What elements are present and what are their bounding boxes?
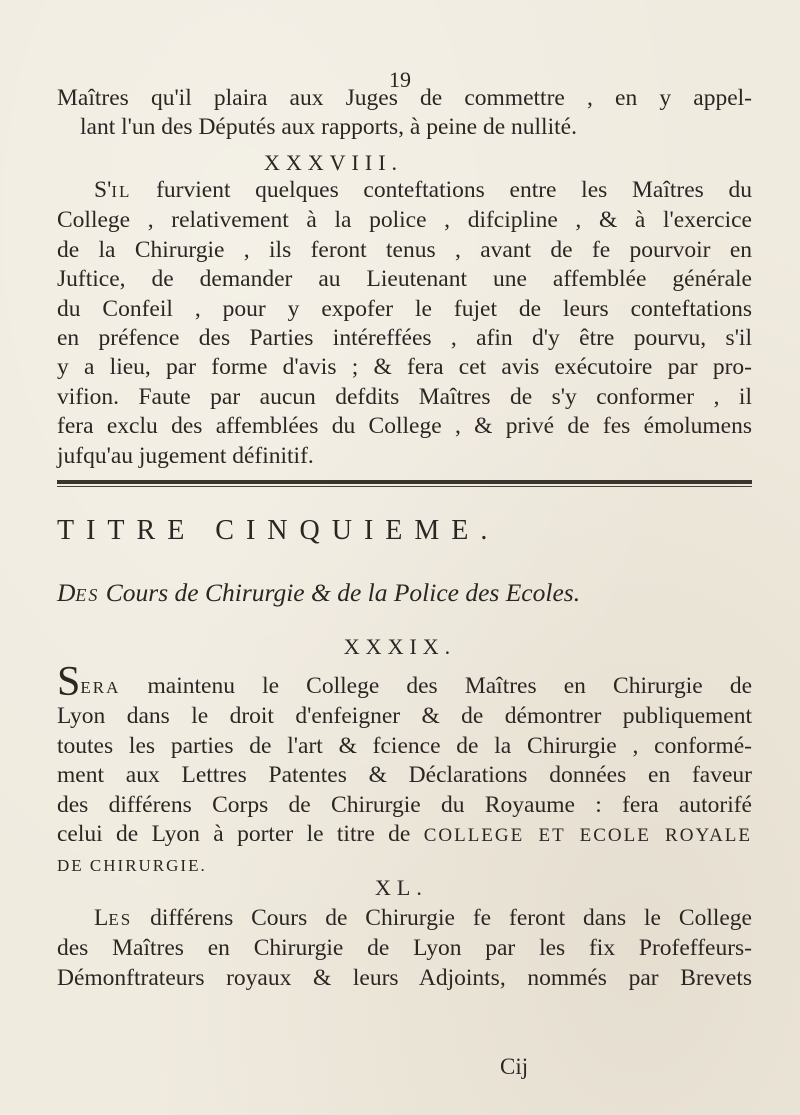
article-number-40: XL. [375, 875, 428, 900]
section-title: TITRE CINQUIEME. [57, 515, 500, 546]
text-line: Juftice, de demander au Lieutenant une affemblée générale [57, 266, 752, 293]
text-line: des Maîtres en Chirurgie de Lyon par les fix Profeffeurs- [57, 935, 752, 962]
text-line: vifion. Faute par aucun defdits Maîtres de s'y conformer , il [57, 383, 752, 410]
text-line: Maîtres qu'il plaira aux Juges de commettre , en y appel- [57, 85, 752, 111]
text-line: jufqu'au jugement définitif. [57, 442, 314, 469]
article-number-38: XXXVIII. [264, 150, 404, 175]
text-line: S'IL furvient quelques conteftations entre les Maîtres du [94, 177, 752, 203]
article-39-paragraph [57, 659, 753, 881]
page-number: 19 [389, 67, 411, 92]
text-line: SERA maintenu le College des Maîtres en Chirurgie de [57, 659, 753, 705]
section-subtitle: DES Cours de Chirurgie & de la Police des Ecoles. [57, 578, 581, 607]
text-line: des différens Corps de Chirurgie du Royaume : fera autorifé [57, 791, 752, 818]
text-line: ment aux Lettres Patentes & Déclarations données en faveur [57, 762, 752, 789]
text-line: de la Chirurgie , ils feront tenus , avant de fe pourvoir en [57, 236, 752, 263]
text-line: LES différens Cours de Chirurgie fe feront dans le College [94, 905, 752, 931]
text-line: College , relativement à la police , difcipline , & à l'exercice [57, 207, 752, 234]
divider-thin-line [57, 486, 752, 487]
text-line: Démonftrateurs royaux & leurs Adjoints, nommés par Brevets [57, 964, 752, 991]
text-line: en préfence des Parties intéreffées , afin d'y être pourvu, s'il [57, 325, 752, 352]
article-38-first-word: S'IL [94, 177, 132, 203]
section-divider-rule [57, 480, 752, 488]
text-line: du Confeil , pour y expofer le fujet de leurs conteftations [57, 295, 752, 322]
text-line: celui de Lyon à porter le titre de COLLEGE ET ECOLE ROYALE [57, 821, 752, 848]
text-line: fera exclu des affemblées du College , & privé de fes émolumens [57, 413, 752, 440]
divider-thick-line [57, 480, 752, 484]
text-line: toutes les parties de l'art & fcience de la Chirurgie , conformé- [57, 732, 752, 759]
continuation-paragraph [57, 84, 752, 143]
signature-mark: Cij [500, 1054, 529, 1079]
college-title: COLLEGE ET ECOLE ROYALE [423, 825, 752, 847]
article-number-39: XXXIX. [343, 634, 457, 659]
text-line: lant l'un des Députés aux rapports, à peine de nullité. [80, 114, 577, 141]
text-line: DE CHIRURGIE. [57, 856, 207, 876]
text-line: Lyon dans le droit d'enfeigner & de démontrer publiquement [57, 703, 752, 730]
article-38-paragraph [57, 176, 752, 471]
drop-cap: S [57, 659, 81, 705]
text-line: y a lieu, par forme d'avis ; & fera cet avis exécutoire par pro- [57, 354, 752, 381]
article-40-paragraph [57, 904, 752, 993]
